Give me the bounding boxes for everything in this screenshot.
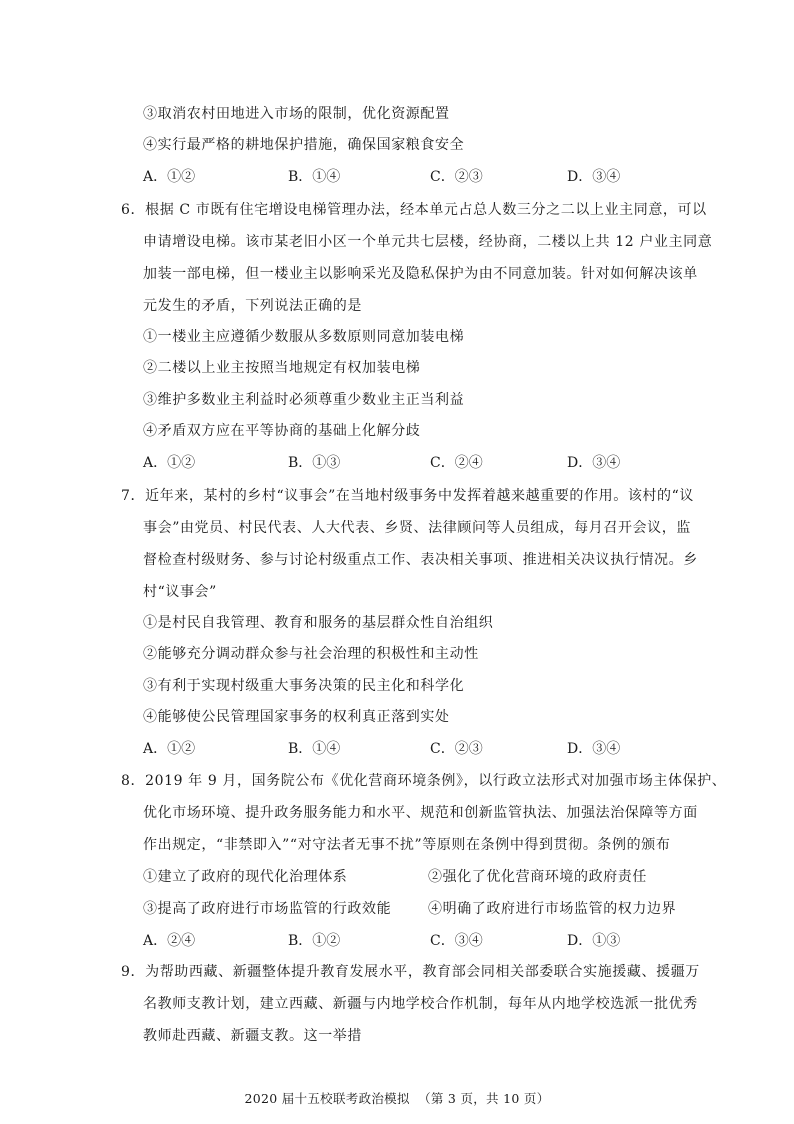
- q7-option-d: D．③④: [567, 741, 621, 757]
- page-footer: [0, 1090, 794, 1108]
- q5-item-3: ③取消农村田地进入市场的限制，优化资源配置: [143, 106, 450, 122]
- q7-option-a: A．①②: [143, 741, 196, 757]
- q5-option-a: A．①②: [143, 169, 196, 185]
- q5-option-b: B．①④: [288, 169, 341, 185]
- q6-stem-line-4: 元发生的矛盾，下列说法正确的是: [143, 298, 362, 314]
- q7-stem-line-2: 事会”由党员、村民代表、人大代表、乡贤、法律顾问等人员组成，每月召开会议，监: [143, 520, 691, 536]
- q5-option-c: C．②③: [430, 169, 483, 185]
- q5-item-4: ④实行最严格的耕地保护措施，确保国家粮食安全: [143, 137, 465, 153]
- q7-stem-line-3: 督检查村级财务、参与讨论村级重点工作、表决相关事项、推进相关决议执行情况。乡: [143, 552, 698, 568]
- q7-stem-line-1: 7．近年来，某村的乡村“议事会”在当地村级事务中发挥着越来越重要的作用。该村的“议: [121, 488, 694, 504]
- q9-stem-line-3: 教师赴西藏、新疆支教。这一举措: [143, 1028, 362, 1044]
- q7-item-2: ②能够充分调动群众参与社会治理的积极性和主动性: [143, 646, 479, 662]
- q8-item-3: ③提高了政府进行市场监管的行政效能: [143, 901, 392, 917]
- q8-item-2: ②强化了优化营商环境的政府责任: [428, 869, 647, 885]
- q7-option-c: C．②③: [430, 741, 483, 757]
- q7-item-4: ④能够使公民管理国家事务的权利真正落到实处: [143, 709, 450, 725]
- q8-item-1: ①建立了政府的现代化治理体系: [143, 869, 348, 885]
- q6-option-d: D．③④: [567, 455, 621, 471]
- q8-stem-line-3: 作出规定，“非禁即入”“对守法者无事不扰”等原则在条例中得到贯彻。条例的颁布: [143, 837, 671, 853]
- q6-item-4: ④矛盾双方应在平等协商的基础上化解分歧: [143, 423, 421, 439]
- q8-option-d: D．①③: [567, 933, 621, 949]
- q5-option-d: D．③④: [567, 169, 621, 185]
- q6-item-1: ①一楼业主应遵循少数服从多数原则同意加装电梯: [143, 329, 465, 345]
- q6-stem-line-3: 加装一部电梯，但一楼业主以影响采光及隐私保护为由不同意加装。针对如何解决该单: [143, 266, 698, 282]
- q6-stem-line-1: 6．根据 C 市既有住宅增设电梯管理办法，经本单元占总人数三分之二以上业主同意，可以: [121, 202, 707, 218]
- footer-title: 2020 届十五校联考政治模拟: [244, 1091, 410, 1106]
- q7-stem-line-4: 村“议事会”: [143, 584, 217, 600]
- q8-option-b: B．①②: [288, 933, 341, 949]
- q6-option-a: A．①②: [143, 455, 196, 471]
- q8-stem-line-2: 优化市场环境、提升政务服务能力和水平、规范和创新监管执法、加强法治保障等方面: [143, 805, 698, 821]
- q8-item-4: ④明确了政府进行市场监管的权力边界: [428, 901, 677, 917]
- q9-stem-line-1: 9．为帮助西藏、新疆整体提升教育发展水平，教育部会同相关部委联合实施援藏、援疆万: [121, 964, 700, 980]
- q8-stem-line-1: 8．2019 年 9 月，国务院公布《优化营商环境条例》，以行政立法形式对加强市场主体保护、: [121, 773, 727, 789]
- q6-item-3: ③维护多数业主利益时必须尊重少数业主正当利益: [143, 392, 465, 408]
- q6-item-2: ②二楼以上业主按照当地规定有权加装电梯: [143, 360, 421, 376]
- q8-option-c: C．③④: [430, 933, 483, 949]
- q8-option-a: A．②④: [143, 933, 196, 949]
- q7-item-3: ③有利于实现村级重大事务决策的民主化和科学化: [143, 678, 465, 694]
- q7-item-1: ①是村民自我管理、教育和服务的基层群众性自治组织: [143, 615, 494, 631]
- q9-stem-line-2: 名教师支教计划，建立西藏、新疆与内地学校合作机制，每年从内地学校选派一批优秀: [143, 996, 698, 1012]
- q6-option-c: C．②④: [430, 455, 483, 471]
- footer-page-number: （第 3 页，共 10 页）: [418, 1091, 550, 1106]
- q7-option-b: B．①④: [288, 741, 341, 757]
- q6-stem-line-2: 申请增设电梯。该市某老旧小区一个单元共七层楼，经协商，二楼以上共 12 户业主同意: [143, 234, 713, 250]
- q6-option-b: B．①③: [288, 455, 341, 471]
